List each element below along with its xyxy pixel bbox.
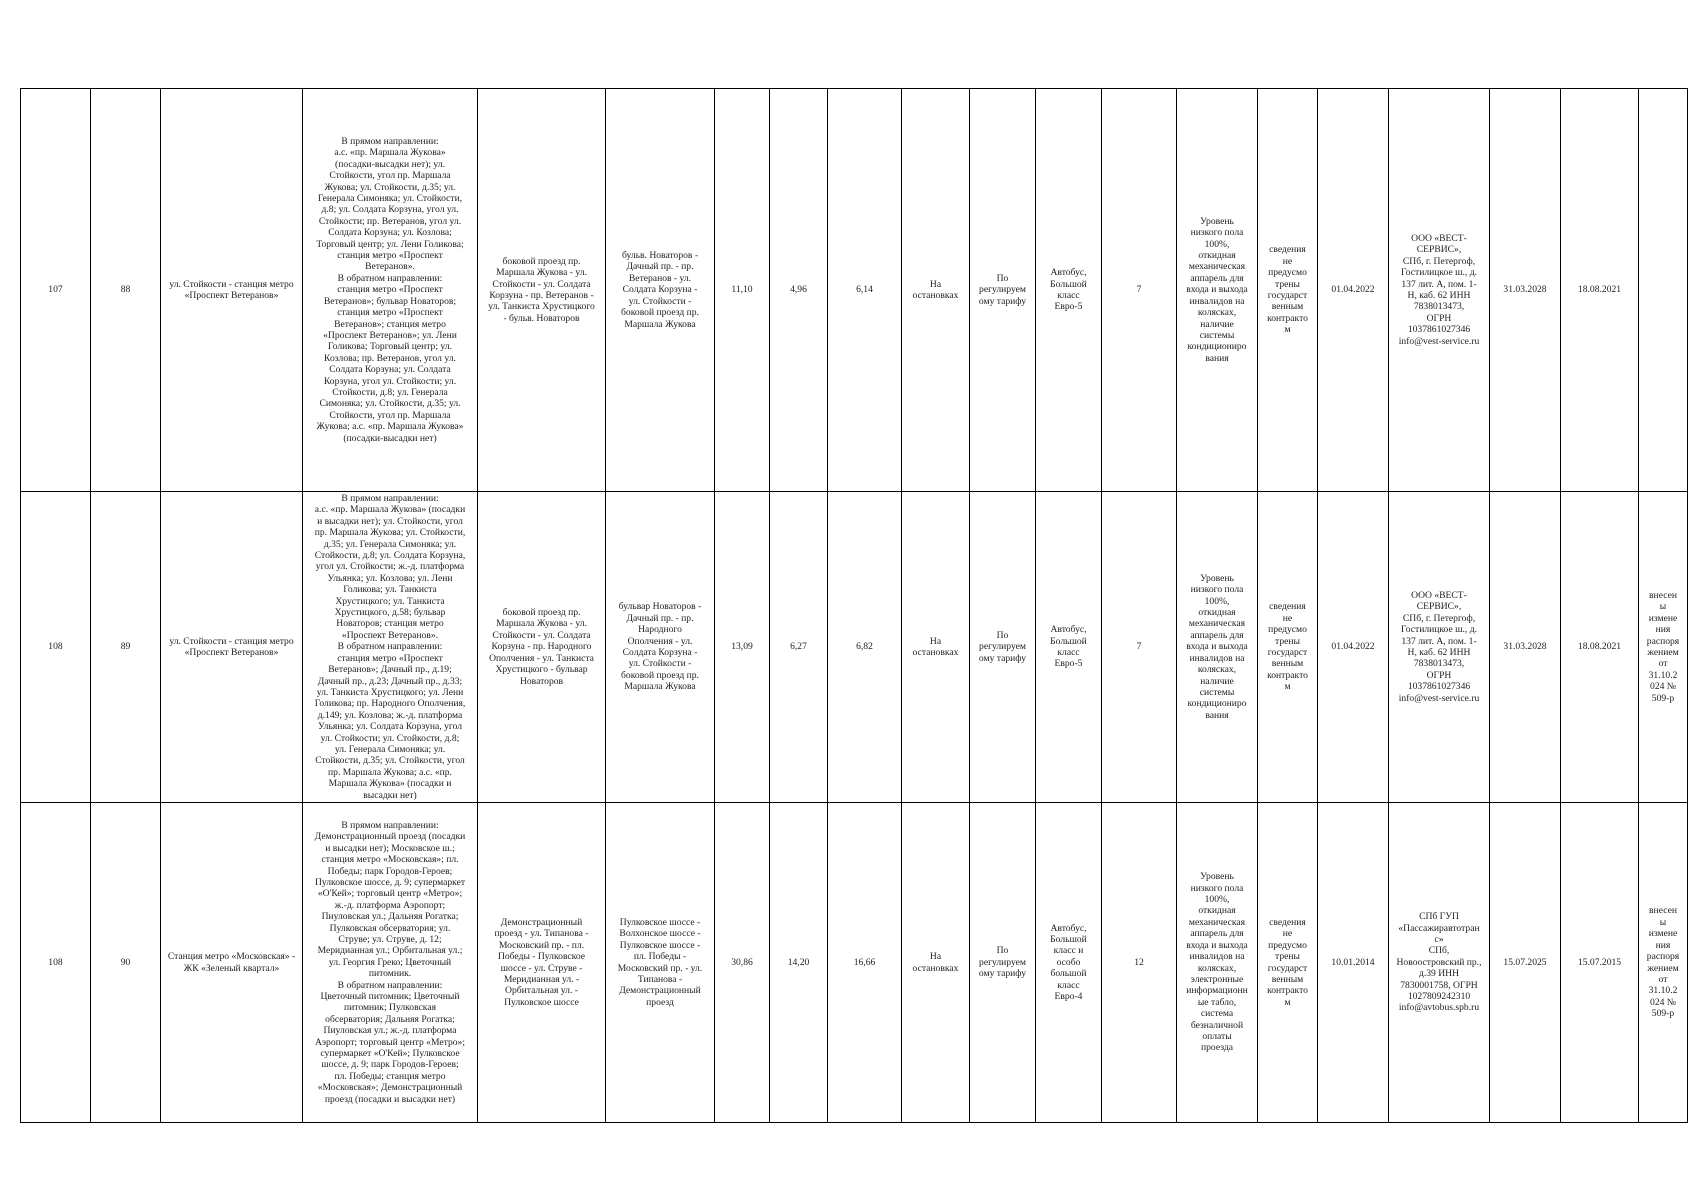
end-date: 31.03.2028 bbox=[1490, 492, 1561, 803]
vehicle-type: Автобус, Большой класс Евро-5 bbox=[1036, 89, 1102, 492]
route-number: 89 bbox=[91, 492, 161, 803]
registration-date: 15.07.2015 bbox=[1561, 803, 1639, 1123]
stop-order: На остановках bbox=[902, 89, 970, 492]
stop-order: На остановках bbox=[902, 803, 970, 1123]
contract-info: сведения не предусмо трены государст венным контракто м bbox=[1258, 89, 1318, 492]
route-name: ул. Стойкости - станция метро «Проспект Ветеранов» bbox=[161, 492, 303, 803]
vehicle-count: 7 bbox=[1102, 89, 1177, 492]
vehicle-characteristics: Уровень низкого пола 100%, откидная механическая аппарель для входа и выхода инвалидов на колясках, наличие системы кондициониро вания bbox=[1177, 492, 1258, 803]
registration-date: 18.08.2021 bbox=[1561, 492, 1639, 803]
row-number: 107 bbox=[21, 89, 91, 492]
length-back: 16,66 bbox=[828, 803, 902, 1123]
tariff-type: По регулируем ому тарифу bbox=[970, 492, 1036, 803]
streets-forward: боковой проезд пр. Маршала Жукова - ул. Стойкости - ул. Солдата Корзуна - пр. Ветеранов - ул. Танкиста Хрустицкого - бульв. Новаторов bbox=[478, 89, 606, 492]
start-date: 01.04.2022 bbox=[1318, 492, 1389, 803]
route-name: Станция метро «Московская» - ЖК «Зеленый квартал» bbox=[161, 803, 303, 1123]
row-number: 108 bbox=[21, 803, 91, 1123]
streets-back: бульв. Новаторов - Дачный пр. - пр. Ветеранов - ул. Солдата Корзуна - ул. Стойкости - боковой проезд пр. Маршала Жукова bbox=[606, 89, 715, 492]
route-number: 88 bbox=[91, 89, 161, 492]
vehicle-count: 7 bbox=[1102, 492, 1177, 803]
length-forward: 6,27 bbox=[770, 492, 828, 803]
vehicle-type: Автобус, Большой класс Евро-5 bbox=[1036, 492, 1102, 803]
table-row bbox=[21, 89, 1688, 492]
table-row bbox=[21, 803, 1688, 1123]
registration-date: 18.08.2021 bbox=[1561, 89, 1639, 492]
tariff-type: По регулируем ому тарифу bbox=[970, 803, 1036, 1123]
streets-forward: Демонстрационный проезд - ул. Типанова - Московский пр. - пл. Победы - Пулковское шоссе - ул. Струве - Меридианная ул. - Орбитальная ул. - Пулковское шоссе bbox=[478, 803, 606, 1123]
route-number: 90 bbox=[91, 803, 161, 1123]
length-back: 6,14 bbox=[828, 89, 902, 492]
route-stops: В прямом направлении: Демонстрационный проезд (посадки и высадки нет); Московское ш.; станция метро «Московская»; пл. Победы; парк Городов-Героев; Пулковское шоссе, д. 9; супермаркет «О'Кей»; торговый центр «Метро»; ж.-д. платформа Аэропорт; Пиуловская ул.; Дальняя Рогатка; Пулковская обсерватория; ул. Струве; ул. Струве, д. 12; Меридианная ул.; Орбитальная ул.; ул. Георгия Греко; Цветочный питомник. В обратном направлении: Цветочный питомник; Цветочный питомник; Пулковская обсерватория; Дальняя Рогатка; Пиуловская ул.; ж.-д. платформа Аэропорт; торговый центр «Метро»; супермаркет «О'Кей»; Пулковское шоссе, д. 9; парк Городов-Героев; пл. Победы; станция метро «Московская»; Демонстрационный проезд (посадки и высадки нет) bbox=[303, 803, 478, 1123]
length-forward: 4,96 bbox=[770, 89, 828, 492]
stop-order: На остановках bbox=[902, 492, 970, 803]
carrier-info: СПб ГУП «Пассажиравтотран с» СПб, Новоостровский пр., д.39 ИНН 7830001758, ОГРН 1027809242310 info@avtobus.spb.ru bbox=[1389, 803, 1490, 1123]
tariff-type: По регулируем ому тарифу bbox=[970, 89, 1036, 492]
streets-forward: боковой проезд пр. Маршала Жукова - ул. Стойкости - ул. Солдата Корзуна - пр. Народного Ополчения - ул. Танкиста Хрустицкого - бульвар Новаторов bbox=[478, 492, 606, 803]
streets-back: Пулковское шоссе - Волхонское шоссе - Пулковское шоссе - пл. Победы - Московский пр. - ул. Типанова - Демонстрационный проезд bbox=[606, 803, 715, 1123]
vehicle-type: Автобус, Большой класс и особо большой класс Евро-4 bbox=[1036, 803, 1102, 1123]
end-date: 15.07.2025 bbox=[1490, 803, 1561, 1123]
contract-info: сведения не предусмо трены государст венным контракто м bbox=[1258, 803, 1318, 1123]
changes-note bbox=[1639, 89, 1688, 492]
length-total: 30,86 bbox=[715, 803, 770, 1123]
length-forward: 14,20 bbox=[770, 803, 828, 1123]
carrier-info: ООО «ВЕСТ- СЕРВИС», СПб, г. Петергоф, Гостилицкое ш., д. 137 лит. А, пом. 1- Н, каб. 62 ИНН 7838013473, ОГРН 1037861027346 info@vest-service.ru bbox=[1389, 89, 1490, 492]
route-registry-table bbox=[20, 88, 1688, 1123]
start-date: 01.04.2022 bbox=[1318, 89, 1389, 492]
changes-note: внесен ы измене ния распоря жением от 31.10.2 024 № 509-р bbox=[1639, 492, 1688, 803]
length-total: 13,09 bbox=[715, 492, 770, 803]
route-stops: В прямом направлении: а.с. «пр. Маршала Жукова» (посадки-высадки нет); ул. Стойкости, угол пр. Маршала Жукова; ул. Стойкости, д.35; ул. Генерала Симоняка; ул. Стойкости, д.8; ул. Солдата Корзуна, угол ул. Стойкости; пр. Ветеранов, угол ул. Солдата Корзуна; ул. Козлова; Торговый центр; ул. Лени Голикова; станция метро «Проспект Ветеранов». В обратном направлении: станция метро «Проспект Ветеранов»; бульвар Новаторов; станция метро «Проспект Ветеранов»; станция метро «Проспект Ветеранов»; ул. Лени Голикова; Торговый центр; ул. Козлова; пр. Ветеранов, угол ул. Солдата Корзуна; ул. Солдата Корзуна, угол ул. Стойкости; ул. Стойкости, д.8; ул. Генерала Симоняка; ул. Стойкости, д.35; ул. Стойкости, угол пр. Маршала Жукова; а.с. «пр. Маршала Жукова» (посадки-высадки нет) bbox=[303, 89, 478, 492]
length-total: 11,10 bbox=[715, 89, 770, 492]
route-name: ул. Стойкости - станция метро «Проспект Ветеранов» bbox=[161, 89, 303, 492]
table-row bbox=[21, 492, 1688, 803]
row-number: 108 bbox=[21, 492, 91, 803]
length-back: 6,82 bbox=[828, 492, 902, 803]
vehicle-count: 12 bbox=[1102, 803, 1177, 1123]
end-date: 31.03.2028 bbox=[1490, 89, 1561, 492]
changes-note: внесен ы измене ния распоря жением от 31.10.2 024 № 509-р bbox=[1639, 803, 1688, 1123]
streets-back: бульвар Новаторов - Дачный пр. - пр. Народного Ополчения - ул. Солдата Корзуна - ул. Стойкости - боковой проезд пр. Маршала Жукова bbox=[606, 492, 715, 803]
vehicle-characteristics: Уровень низкого пола 100%, откидная механическая аппарель для входа и выхода инвалидов на колясках, наличие системы кондициониро вания bbox=[1177, 89, 1258, 492]
start-date: 10.01.2014 bbox=[1318, 803, 1389, 1123]
vehicle-characteristics: Уровень низкого пола 100%, откидная механическая аппарель для входа и выхода инвалидов на колясках, электронные информационн ые табло, система безналичной оплаты проезда bbox=[1177, 803, 1258, 1123]
carrier-info: ООО «ВЕСТ- СЕРВИС», СПб, г. Петергоф, Гостилицкое ш., д. 137 лит. А, пом. 1- Н, каб. 62 ИНН 7838013473, ОГРН 1037861027346 info@vest-service.ru bbox=[1389, 492, 1490, 803]
route-stops: В прямом направлении: а.с. «пр. Маршала Жукова» (посадки и высадки нет); ул. Стойкости, угол пр. Маршала Жукова; ул. Стойкости, д.35; ул. Генерала Симоняка; ул. Стойкости, д.8; ул. Солдата Корзуна, угол ул. Стойкости; ж.-д. платформа Ульянка; ул. Козлова; ул. Лени Голикова; ул. Танкиста Хрустицкого; ул. Танкиста Хрустицкого, д.58; бульвар Новаторов; станция метро «Проспект Ветеранов». В обратном направлении: станция метро «Проспект Ветеранов»; Дачный пр., д.19; Дачный пр., д.23; Дачный пр., д.33; ул. Танкиста Хрустицкого; ул. Лени Голикова; пр. Народного Ополчения, д.149; ул. Козлова; ж.-д. платформа Ульянка; ул. Солдата Корзуна, угол ул. Стойкости; ул. Стойкости, д.8; ул. Генерала Симоняка; ул. Стойкости, д.35; ул. Стойкости, угол пр. Маршала Жукова; а.с. «пр. Маршала Жукова» (посадки и высадки нет) bbox=[303, 492, 478, 803]
contract-info: сведения не предусмо трены государст венным контракто м bbox=[1258, 492, 1318, 803]
